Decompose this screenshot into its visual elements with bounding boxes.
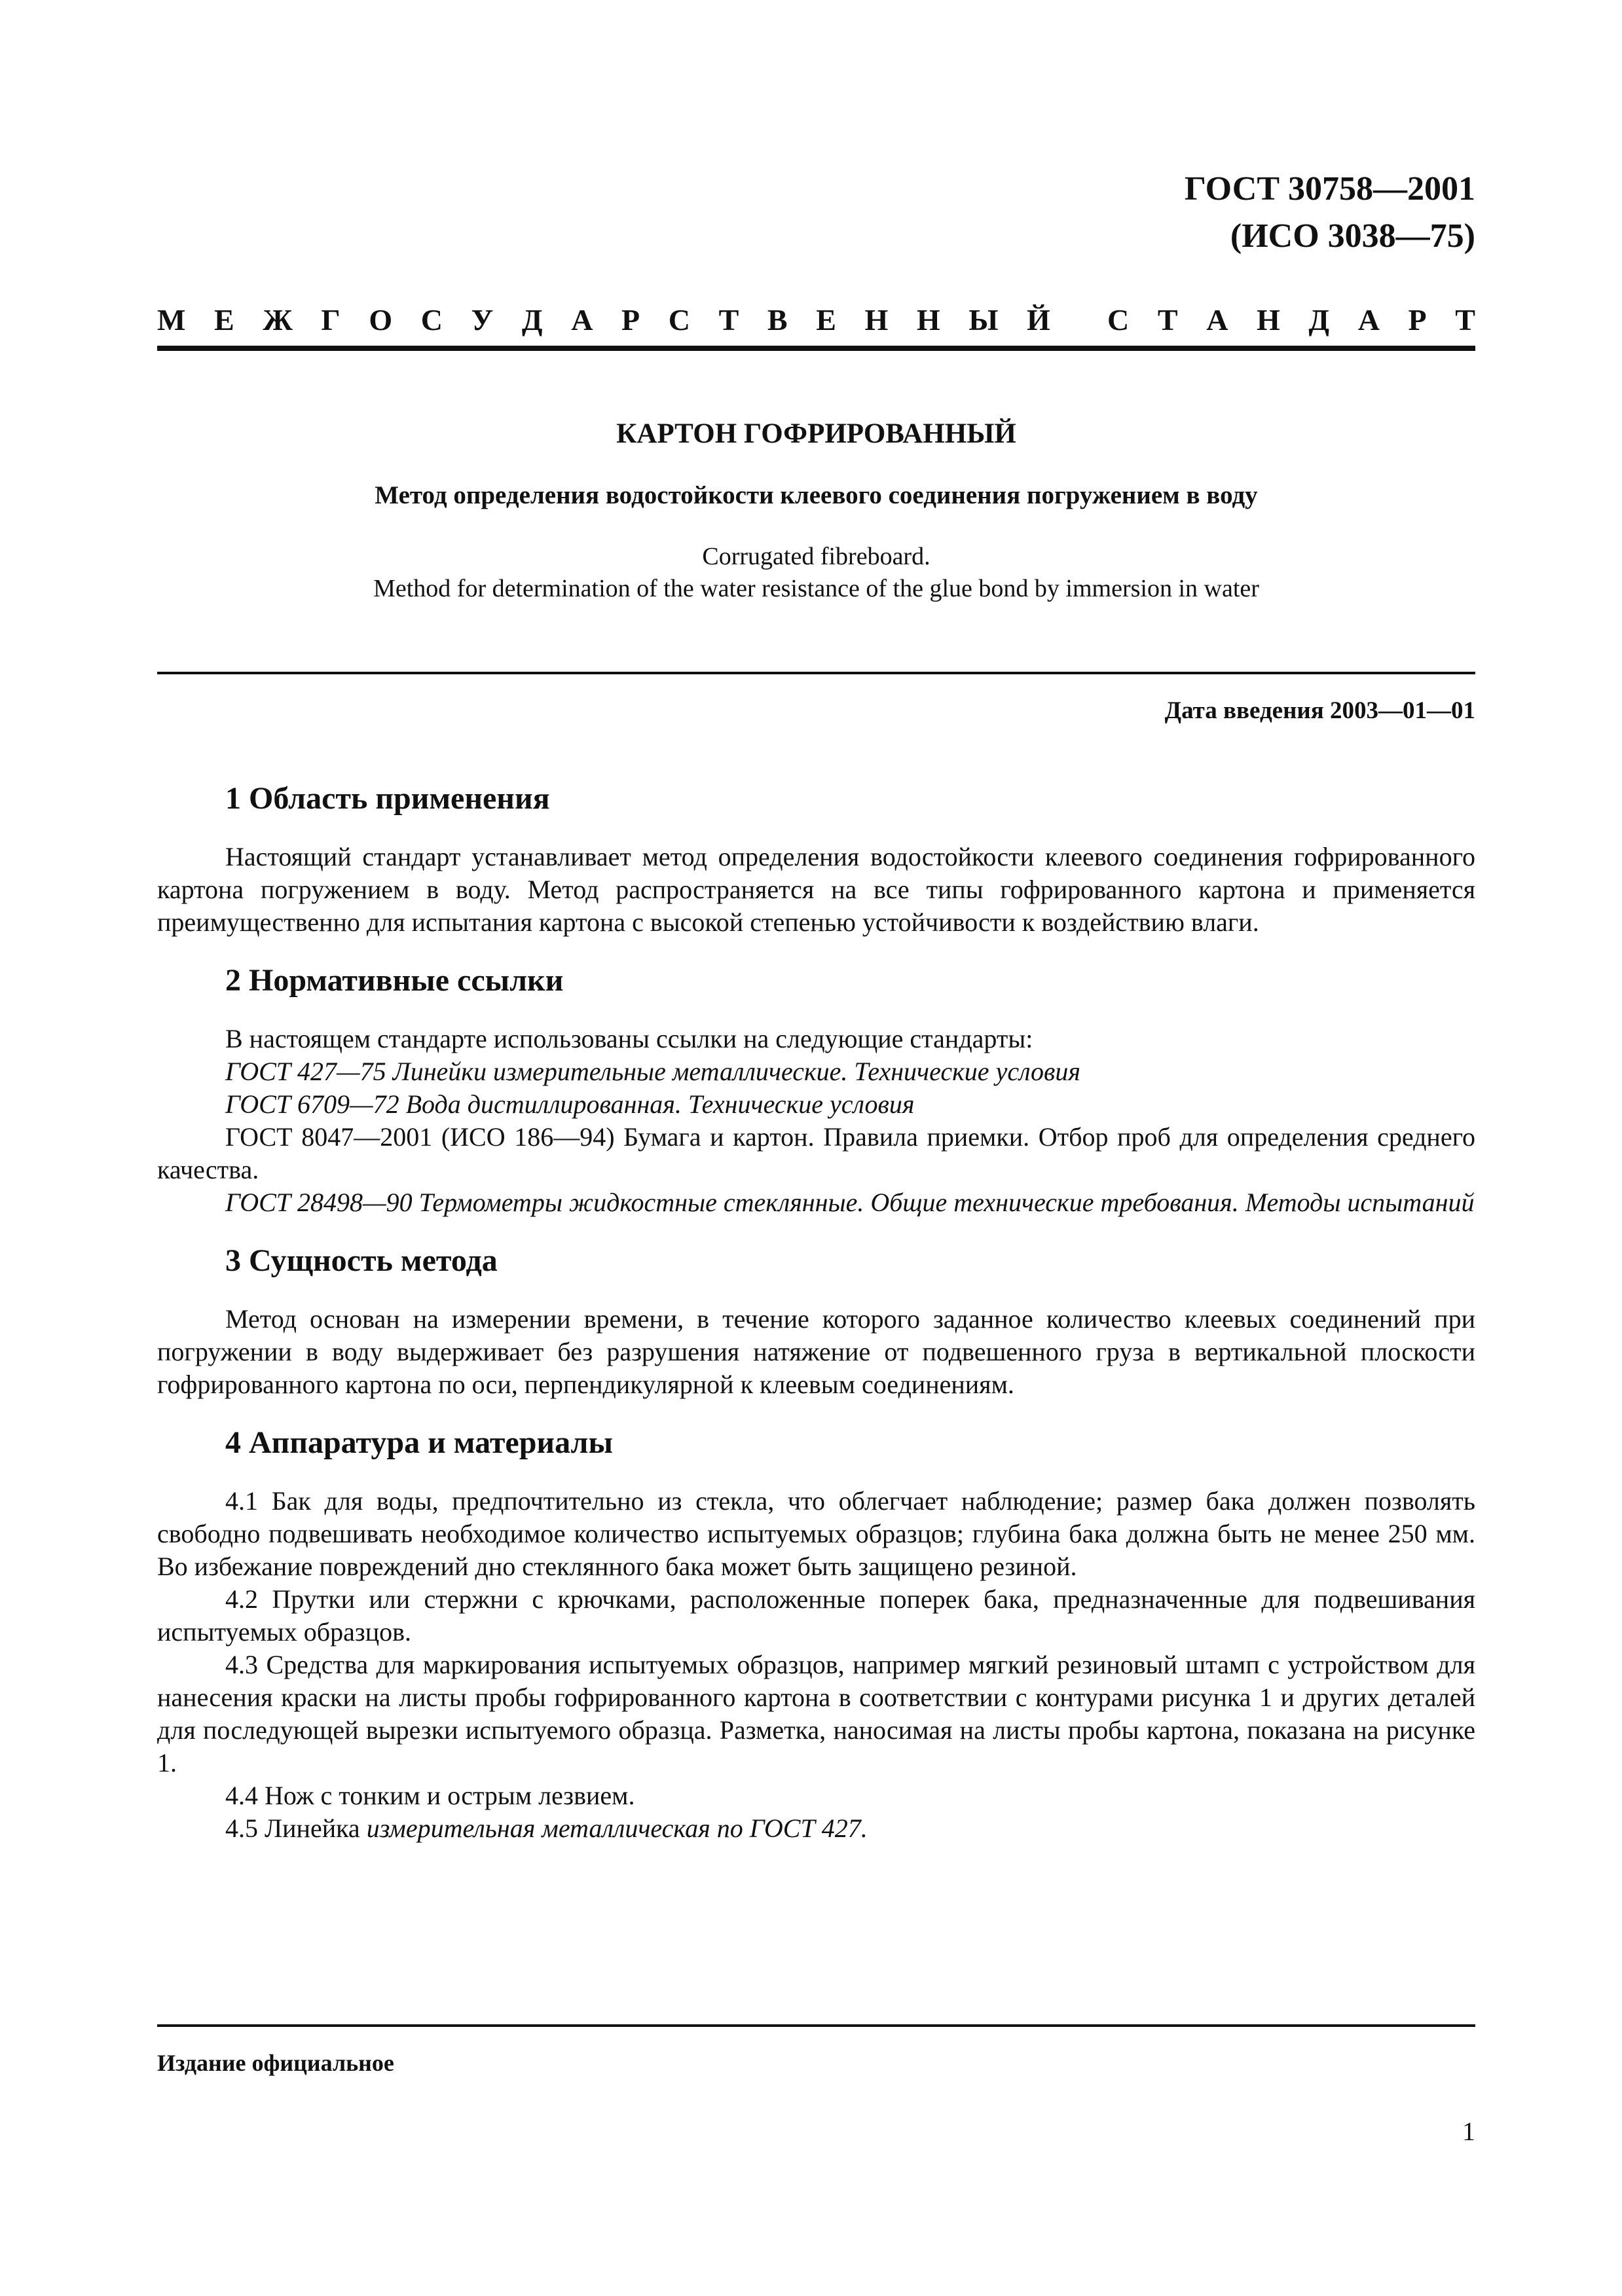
english-title-line: Corrugated fibreboard.	[702, 543, 931, 570]
series-letter: Д	[1308, 303, 1330, 337]
paragraph: 4.2 Прутки или стержни с крючками, расположенные поперек бака, предназначенные для подвешивания испытуемых образцов.	[157, 1584, 1475, 1647]
series-letter: Р	[1408, 303, 1427, 337]
series-letter: Т	[1157, 303, 1178, 337]
document-body	[157, 779, 1475, 1867]
introduction-date: Дата введения 2003—01—01	[1164, 697, 1475, 724]
series-letter: Т	[1455, 303, 1475, 337]
document-subtitle: Метод определения водостойкости клеевого соединения погружением в воду	[375, 481, 1258, 509]
paragraph-italic: измерительная металлическая по ГОСТ 427.	[366, 1813, 868, 1843]
english-title-line: Method for determination of the water resistance of the glue bond by immersion in water	[373, 575, 1259, 603]
series-letter: Р	[621, 303, 640, 337]
series-letter: Д	[521, 303, 543, 337]
paragraph: 4.1 Бак для воды, предпочтительно из стекла, что облегчает наблюдение; размер бака должен позволять свободно подвешивать необходимое количество испытуемых образцов; глубина бака должна быть не менее 250 мм. Во избежание повреждений дно стеклянного бака может быть защищено резиной.	[157, 1486, 1475, 1581]
title-rule	[157, 672, 1475, 674]
iso-number: (ИСО 3038—75)	[1230, 217, 1475, 255]
series-letter: Н	[864, 303, 889, 337]
paragraph: Метод основан на измерении времени, в течение которого заданное количество клеевых соединений при погружении в воду выдерживает без разрушения натяжение от подвешенного груза в вертикальной плоскости гофрированного картона по оси, перпендикулярной к клеевым соединениям.	[157, 1304, 1475, 1399]
series-letter: А	[571, 303, 593, 337]
page-number: 1	[1462, 2117, 1475, 2146]
reference-item: ГОСТ 427—75 Линейки измерительные металлические. Технические условия	[225, 1057, 1080, 1086]
paragraph: 4.4 Нож с тонким и острым лезвием.	[225, 1781, 635, 1810]
series-letter: Ы	[968, 303, 999, 337]
reference-item: ГОСТ 8047—2001 (ИСО 186—94) Бумага и картон. Правила приемки. Отбор проб для определения среднего качества.	[157, 1122, 1475, 1184]
section-heading: 1 Область применения	[225, 781, 550, 816]
header-rule	[157, 346, 1475, 351]
edition-label: Издание официальное	[157, 2050, 394, 2076]
english-title	[157, 541, 1475, 606]
paragraph: Настоящий стандарт устанавливает метод определения водостойкости клеевого соединения гофрированного картона погружением в воду. Метод распространяется на все типы гофрированного картона и применяется преимущественно для испытания картона с высокой степенью устойчивости к воздействию влаги.	[157, 842, 1475, 937]
paragraph-lead: 4.5 Линейка	[225, 1813, 367, 1843]
series-letter: М	[157, 303, 186, 337]
document-title: КАРТОН ГОФРИРОВАННЫЙ	[616, 418, 1016, 449]
series-letter: Н	[1257, 303, 1280, 337]
paragraph: В настоящем стандарте использованы ссылки на следующие стандарты:	[225, 1024, 1033, 1053]
series-letter: Е	[214, 303, 234, 337]
footer-rule	[157, 2024, 1475, 2027]
reference-item: ГОСТ 28498—90 Термометры жидкостные стеклянные. Общие технические требования. Методы испытаний	[225, 1188, 1475, 1217]
series-letter: А	[1357, 303, 1380, 337]
series-letter: Й	[1027, 303, 1050, 337]
series-letter: Ж	[263, 303, 293, 337]
section-heading: 3 Сущность метода	[225, 1243, 498, 1278]
series-letter: У	[471, 303, 494, 337]
section-heading: 4 Аппаратура и материалы	[225, 1425, 613, 1460]
series-letter: Г	[321, 303, 341, 337]
series-letter: О	[369, 303, 393, 337]
section-3	[157, 1241, 1475, 1401]
series-letter: С	[1107, 303, 1130, 337]
paragraph	[157, 1812, 1475, 1845]
series-letter: Е	[816, 303, 836, 337]
section-heading: 2 Нормативные ссылки	[225, 963, 564, 998]
section-4	[157, 1423, 1475, 1845]
paragraph: 4.3 Средства для маркирования испытуемых образцов, например мягкий резиновый штамп с устройством для нанесения краски на листы пробы гофрированного картона в соответствии с контурами рисунка 1 и других деталей для последующей вырезки испытуемого образца. Разметка, наносимая на листы пробы картона, показана на рисунке 1.	[157, 1650, 1475, 1777]
series-letter: С	[420, 303, 443, 337]
reference-item: ГОСТ 6709—72 Вода дистиллированная. Технические условия	[225, 1089, 915, 1119]
gost-number: ГОСТ 30758—2001	[1184, 170, 1475, 208]
section-2	[157, 961, 1475, 1219]
series-letter: Н	[916, 303, 940, 337]
series-letter: С	[668, 303, 690, 337]
section-1	[157, 779, 1475, 939]
series-letter: Т	[718, 303, 739, 337]
series-letter: В	[767, 303, 788, 337]
series-letter: А	[1206, 303, 1228, 337]
standard-series-title	[157, 302, 1475, 342]
